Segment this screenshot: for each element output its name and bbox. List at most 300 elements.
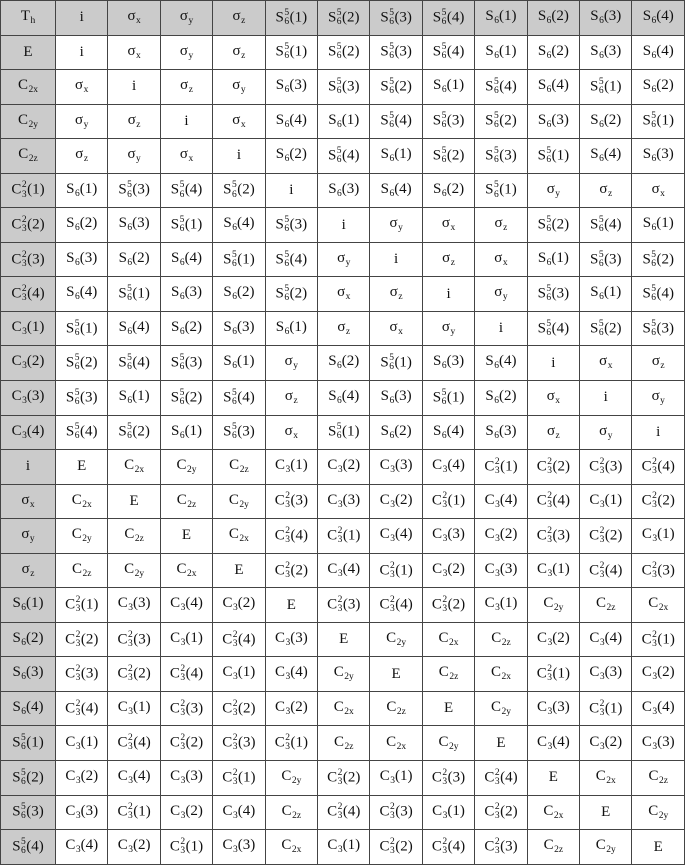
table-cell: σz <box>213 35 265 70</box>
table-cell: C 2 3 (4) <box>265 519 317 554</box>
table-cell: S 5 6 (4) <box>370 104 422 139</box>
table-row <box>1 311 685 346</box>
table-cell: S6(3) <box>422 346 474 381</box>
table-cell: C 2 3 (3) <box>370 795 422 830</box>
header-row <box>1 1 685 36</box>
table-cell: S 5 6 (1) <box>370 346 422 381</box>
table-cell: σx <box>265 415 317 450</box>
column-header: S6(2) <box>527 1 579 36</box>
table-row <box>1 795 685 830</box>
table-cell: S6(2) <box>108 242 160 277</box>
table-cell: C3(2) <box>632 657 685 692</box>
table-cell: S 5 6 (4) <box>475 70 527 105</box>
table-cell: σx <box>370 311 422 346</box>
table-cell: C 2 3 (1) <box>265 726 317 761</box>
table-cell: C 2 3 (4) <box>527 484 579 519</box>
table-cell: i <box>475 311 527 346</box>
table-cell: σx <box>580 346 632 381</box>
table-cell: S 5 6 (2) <box>632 242 685 277</box>
table-cell: C 2 3 (2) <box>422 588 474 623</box>
table-cell: σy <box>475 277 527 312</box>
table-cell: σx <box>108 35 160 70</box>
table-cell: S 5 6 (2) <box>56 346 108 381</box>
row-header: C2z <box>1 139 56 174</box>
table-cell: C2y <box>318 657 370 692</box>
table-cell: S 5 6 (2) <box>160 381 212 416</box>
table-cell: S 5 6 (2) <box>318 35 370 70</box>
table-cell: C3(1) <box>318 830 370 865</box>
table-cell: S6(1) <box>56 173 108 208</box>
column-header: S6(3) <box>580 1 632 36</box>
table-cell: C2y <box>475 691 527 726</box>
row-header: C3(1) <box>1 311 56 346</box>
table-cell: C 2 3 (3) <box>108 622 160 657</box>
table-cell: E <box>265 588 317 623</box>
column-header: S 5 6 (2) <box>318 1 370 36</box>
table-cell: C 2 3 (1) <box>318 519 370 554</box>
table-cell: S6(1) <box>318 104 370 139</box>
table-cell: C2x <box>160 553 212 588</box>
table-row <box>1 622 685 657</box>
table-cell: C 2 3 (2) <box>370 830 422 865</box>
table-cell: σy <box>108 139 160 174</box>
column-header: S 5 6 (3) <box>370 1 422 36</box>
table-cell: S 5 6 (2) <box>422 139 474 174</box>
table-cell: C3(2) <box>318 450 370 485</box>
table-cell: E <box>213 553 265 588</box>
row-header: i <box>1 450 56 485</box>
table-cell: C 2 3 (1) <box>160 830 212 865</box>
table-cell: S6(4) <box>580 139 632 174</box>
table-cell: S6(1) <box>475 35 527 70</box>
table-cell: S 5 6 (1) <box>108 277 160 312</box>
table-cell: C3(2) <box>422 553 474 588</box>
table-cell: E <box>632 830 685 865</box>
table-cell: C3(1) <box>370 761 422 796</box>
table-cell: σz <box>475 208 527 243</box>
table-cell: σy <box>422 311 474 346</box>
table-cell: C3(4) <box>370 519 422 554</box>
table-cell: C 2 3 (3) <box>475 830 527 865</box>
table-cell: C 2 3 (2) <box>527 450 579 485</box>
table-cell: i <box>318 208 370 243</box>
table-cell: C2z <box>318 726 370 761</box>
table-cell: i <box>160 104 212 139</box>
table-cell: C3(1) <box>108 691 160 726</box>
table-cell: C 2 3 (4) <box>160 657 212 692</box>
table-cell: S6(4) <box>422 415 474 450</box>
table-cell: S6(3) <box>318 173 370 208</box>
table-cell: E <box>422 691 474 726</box>
table-cell: C3(1) <box>527 553 579 588</box>
row-header: C3(2) <box>1 346 56 381</box>
table-row <box>1 761 685 796</box>
table-cell: C 2 3 (3) <box>527 519 579 554</box>
table-cell: C3(3) <box>265 622 317 657</box>
table-cell: i <box>265 173 317 208</box>
table-cell: S6(3) <box>475 415 527 450</box>
table-cell: i <box>56 35 108 70</box>
table-cell: σy <box>527 173 579 208</box>
row-header: S 5 6 (1) <box>1 726 56 761</box>
table-cell: E <box>160 519 212 554</box>
table-cell: C 2 3 (2) <box>56 622 108 657</box>
table-cell: E <box>527 761 579 796</box>
table-cell: S6(4) <box>160 242 212 277</box>
table-cell: C3(1) <box>632 519 685 554</box>
table-cell: i <box>580 381 632 416</box>
table-cell: C3(2) <box>527 622 579 657</box>
table-cell: C2z <box>527 830 579 865</box>
table-cell: C3(1) <box>56 726 108 761</box>
table-cell: E <box>56 450 108 485</box>
table-cell: C2z <box>160 484 212 519</box>
row-header: C2x <box>1 70 56 105</box>
table-cell: C 2 3 (2) <box>213 691 265 726</box>
table-cell: C2z <box>580 588 632 623</box>
table-cell: C2x <box>422 622 474 657</box>
column-header: σy <box>160 1 212 36</box>
table-cell: C2y <box>265 761 317 796</box>
table-cell: S 5 6 (4) <box>422 35 474 70</box>
column-header: σx <box>108 1 160 36</box>
table-row <box>1 726 685 761</box>
table-cell: C3(4) <box>527 726 579 761</box>
table-cell: C 2 3 (4) <box>632 450 685 485</box>
table-cell: C3(2) <box>56 761 108 796</box>
table-cell: C 2 3 (4) <box>318 795 370 830</box>
table-cell: S 5 6 (4) <box>213 381 265 416</box>
table-cell: S 5 6 (3) <box>580 242 632 277</box>
table-row <box>1 691 685 726</box>
table-cell: σx <box>527 381 579 416</box>
table-cell: C3(3) <box>160 761 212 796</box>
table-cell: S6(3) <box>580 35 632 70</box>
table-cell: E <box>475 726 527 761</box>
table-cell: E <box>318 622 370 657</box>
table-cell: i <box>213 139 265 174</box>
table-cell: S6(4) <box>475 346 527 381</box>
table-cell: C3(4) <box>265 657 317 692</box>
column-header: σz <box>213 1 265 36</box>
table-cell: S 5 6 (3) <box>422 104 474 139</box>
table-cell: σx <box>475 242 527 277</box>
table-cell: C 2 3 (3) <box>422 761 474 796</box>
row-header: C 2 3 (2) <box>1 208 56 243</box>
table-cell: C3(1) <box>475 588 527 623</box>
table-cell: C3(1) <box>213 657 265 692</box>
table-cell: S6(2) <box>580 104 632 139</box>
table-cell: S6(1) <box>160 415 212 450</box>
table-cell: C2z <box>370 691 422 726</box>
table-cell: C2x <box>265 830 317 865</box>
column-header: S 5 6 (4) <box>422 1 474 36</box>
table-cell: σy <box>370 208 422 243</box>
table-row <box>1 381 685 416</box>
table-cell: S 5 6 (4) <box>56 415 108 450</box>
table-cell: C2x <box>108 450 160 485</box>
table-cell: C 2 3 (4) <box>422 830 474 865</box>
row-header: C2y <box>1 104 56 139</box>
table-cell: S 5 6 (3) <box>160 346 212 381</box>
table-cell: C 2 3 (4) <box>370 588 422 623</box>
table-cell: S 5 6 (2) <box>370 70 422 105</box>
table-cell: S6(2) <box>632 70 685 105</box>
table-cell: C2x <box>580 761 632 796</box>
table-cell: σy <box>318 242 370 277</box>
table-cell: S6(3) <box>632 139 685 174</box>
row-header: S6(1) <box>1 588 56 623</box>
table-cell: C2x <box>475 657 527 692</box>
table-cell: S6(1) <box>265 311 317 346</box>
table-cell: C2x <box>318 691 370 726</box>
table-cell: C 2 3 (3) <box>318 588 370 623</box>
table-cell: S6(4) <box>265 104 317 139</box>
row-header: C 2 3 (1) <box>1 173 56 208</box>
table-cell: C 2 3 (3) <box>160 691 212 726</box>
table-cell: C 2 3 (2) <box>475 795 527 830</box>
table-cell: C2z <box>422 657 474 692</box>
table-cell: S6(3) <box>213 311 265 346</box>
table-cell: S6(4) <box>108 311 160 346</box>
table-cell: S 5 6 (1) <box>580 70 632 105</box>
table-cell: σy <box>265 346 317 381</box>
table-cell: C3(2) <box>108 830 160 865</box>
row-header: S 5 6 (4) <box>1 830 56 865</box>
table-cell: C 2 3 (1) <box>370 553 422 588</box>
table-cell: σz <box>580 173 632 208</box>
table-cell: S6(4) <box>370 173 422 208</box>
table-row <box>1 415 685 450</box>
table-cell: S 5 6 (2) <box>108 415 160 450</box>
table-cell: C2x <box>527 795 579 830</box>
table-cell: S 5 6 (3) <box>56 381 108 416</box>
table-cell: S 5 6 (1) <box>160 208 212 243</box>
row-header: σx <box>1 484 56 519</box>
table-cell: C3(3) <box>580 657 632 692</box>
table-cell: σy <box>56 104 108 139</box>
table-cell: S 5 6 (1) <box>527 139 579 174</box>
table-cell: C3(4) <box>108 761 160 796</box>
table-cell: σz <box>56 139 108 174</box>
table-cell: σy <box>580 415 632 450</box>
table-cell: C2z <box>475 622 527 657</box>
table-cell: S6(4) <box>56 277 108 312</box>
table-cell: C 2 3 (4) <box>56 691 108 726</box>
table-cell: C2z <box>265 795 317 830</box>
table-cell: C3(3) <box>370 450 422 485</box>
table-row <box>1 450 685 485</box>
table-cell: S 5 6 (3) <box>475 139 527 174</box>
table-cell: C 2 3 (1) <box>527 657 579 692</box>
table-row <box>1 484 685 519</box>
row-header: σy <box>1 519 56 554</box>
table-cell: S 5 6 (4) <box>160 173 212 208</box>
table-cell: i <box>370 242 422 277</box>
table-cell: C 2 3 (4) <box>580 553 632 588</box>
table-cell: C2x <box>213 519 265 554</box>
table-row <box>1 70 685 105</box>
table-cell: C2y <box>422 726 474 761</box>
table-cell: S6(2) <box>318 346 370 381</box>
table-cell: C3(3) <box>56 795 108 830</box>
row-header: C 2 3 (4) <box>1 277 56 312</box>
table-cell: σz <box>422 242 474 277</box>
row-header: C3(4) <box>1 415 56 450</box>
table-cell: S6(4) <box>318 381 370 416</box>
table-cell: C3(3) <box>475 553 527 588</box>
table-cell: C3(2) <box>580 726 632 761</box>
table-cell: C 2 3 (1) <box>580 691 632 726</box>
table-cell: σx <box>632 173 685 208</box>
table-cell: S6(1) <box>632 208 685 243</box>
table-cell: S6(1) <box>108 381 160 416</box>
table-cell: C 2 3 (4) <box>213 622 265 657</box>
row-header: σz <box>1 553 56 588</box>
row-header: S6(2) <box>1 622 56 657</box>
table-cell: C 2 3 (1) <box>213 761 265 796</box>
table-cell: C 2 3 (3) <box>632 553 685 588</box>
row-header: S6(3) <box>1 657 56 692</box>
table-cell: S 5 6 (1) <box>318 415 370 450</box>
table-cell: S 5 6 (4) <box>265 242 317 277</box>
table-cell: σx <box>160 139 212 174</box>
row-header: S6(4) <box>1 691 56 726</box>
table-cell: σz <box>108 104 160 139</box>
table-cell: C 2 3 (4) <box>475 761 527 796</box>
column-header: i <box>56 1 108 36</box>
table-cell: C2y <box>527 588 579 623</box>
table-cell: i <box>527 346 579 381</box>
table-cell: C 2 3 (1) <box>475 450 527 485</box>
table-cell: S 5 6 (4) <box>580 208 632 243</box>
table-row <box>1 519 685 554</box>
table-cell: S 5 6 (2) <box>475 104 527 139</box>
table-cell: S 5 6 (3) <box>632 311 685 346</box>
table-cell: C3(3) <box>632 726 685 761</box>
table-cell: C3(2) <box>213 588 265 623</box>
row-header: C 2 3 (3) <box>1 242 56 277</box>
table-cell: C2x <box>632 588 685 623</box>
table-cell: S 5 6 (4) <box>632 277 685 312</box>
column-header: S 5 6 (1) <box>265 1 317 36</box>
table-cell: C 2 3 (2) <box>632 484 685 519</box>
table-cell: S6(2) <box>370 415 422 450</box>
table-cell: C3(3) <box>527 691 579 726</box>
table-cell: S6(3) <box>527 104 579 139</box>
table-cell: C3(4) <box>213 795 265 830</box>
table-cell: S6(3) <box>108 208 160 243</box>
table-row <box>1 139 685 174</box>
table-cell: C2y <box>160 450 212 485</box>
table-cell: S 5 6 (3) <box>265 208 317 243</box>
table-cell: C3(3) <box>318 484 370 519</box>
table-cell: σy <box>160 35 212 70</box>
table-cell: C3(4) <box>475 484 527 519</box>
table-cell: S 5 6 (3) <box>527 277 579 312</box>
table-cell: C 2 3 (1) <box>422 484 474 519</box>
table-cell: C3(4) <box>422 450 474 485</box>
table-cell: S 5 6 (2) <box>580 311 632 346</box>
corner-cell: Th <box>1 1 56 36</box>
table-cell: C2y <box>580 830 632 865</box>
table-cell: S6(2) <box>475 381 527 416</box>
table-cell: σx <box>318 277 370 312</box>
table-cell: C3(4) <box>632 691 685 726</box>
table-cell: C2y <box>56 519 108 554</box>
table-cell: C3(2) <box>370 484 422 519</box>
table-cell: S6(2) <box>213 277 265 312</box>
table-cell: C 2 3 (2) <box>580 519 632 554</box>
row-header: S 5 6 (3) <box>1 795 56 830</box>
table-cell: C 2 3 (2) <box>265 553 317 588</box>
row-header: S 5 6 (2) <box>1 761 56 796</box>
table-cell: C 2 3 (2) <box>108 657 160 692</box>
table-cell: C2y <box>213 484 265 519</box>
table-cell: C2x <box>56 484 108 519</box>
table-cell: σz <box>318 311 370 346</box>
table-cell: C2y <box>632 795 685 830</box>
table-cell: S6(2) <box>527 35 579 70</box>
table-row <box>1 553 685 588</box>
table-cell: σz <box>527 415 579 450</box>
table-cell: σz <box>632 346 685 381</box>
table-cell: σx <box>56 70 108 105</box>
table-cell: C3(4) <box>318 553 370 588</box>
table-cell: C 2 3 (3) <box>213 726 265 761</box>
table-cell: σy <box>213 70 265 105</box>
table-row <box>1 588 685 623</box>
table-row <box>1 35 685 70</box>
table-cell: σx <box>213 104 265 139</box>
table-cell: C 2 3 (3) <box>56 657 108 692</box>
table-cell: S 5 6 (4) <box>108 346 160 381</box>
table-row <box>1 104 685 139</box>
table-cell: C2z <box>632 761 685 796</box>
table-cell: S6(2) <box>160 311 212 346</box>
table-cell: σz <box>265 381 317 416</box>
table-cell: C3(2) <box>160 795 212 830</box>
table-cell: C2y <box>370 622 422 657</box>
table-cell: C2y <box>108 553 160 588</box>
table-cell: S6(4) <box>632 35 685 70</box>
table-cell: S6(3) <box>56 242 108 277</box>
table-cell: S 5 6 (3) <box>318 70 370 105</box>
table-cell: S 5 6 (1) <box>213 242 265 277</box>
table-cell: S6(3) <box>265 70 317 105</box>
table-cell: C3(4) <box>56 830 108 865</box>
table-cell: C3(2) <box>475 519 527 554</box>
table-cell: C3(4) <box>160 588 212 623</box>
table-cell: S6(3) <box>370 381 422 416</box>
table-cell: C 2 3 (2) <box>318 761 370 796</box>
table-cell: σz <box>370 277 422 312</box>
table-cell: E <box>108 484 160 519</box>
table-row <box>1 657 685 692</box>
table-row <box>1 346 685 381</box>
table-cell: E <box>580 795 632 830</box>
table-row <box>1 830 685 865</box>
table-cell: C 2 3 (3) <box>580 450 632 485</box>
table-cell: S 5 6 (1) <box>632 104 685 139</box>
table-cell: C 2 3 (1) <box>108 795 160 830</box>
table-cell: E <box>370 657 422 692</box>
row-header: C3(3) <box>1 381 56 416</box>
table-cell: S 5 6 (1) <box>265 35 317 70</box>
table-row <box>1 242 685 277</box>
table-cell: C2z <box>213 450 265 485</box>
table-cell: C 2 3 (3) <box>265 484 317 519</box>
